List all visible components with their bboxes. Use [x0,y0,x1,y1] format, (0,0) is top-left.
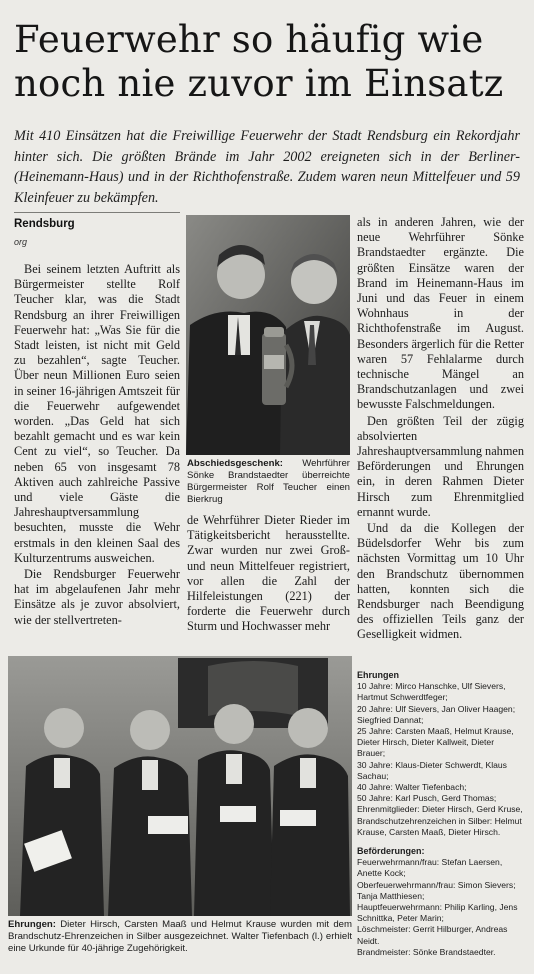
promotions-item: Brandmeister: Sönke Brandstaedter. [357,946,496,957]
honors-item: 10 Jahre: Mirco Hanschke, Ulf Sievers, Hartmut Schwerdtfeger; [357,681,506,703]
headline [14,18,524,106]
article-column-1 [14,262,180,628]
lead-paragraph: Mit 410 Einsätzen hat die Freiwillige Feuerwehr der Stadt Rendsburg ein Rekordjahr hinter sich. Die größten Brände im Jahr 2002 ereigneten sich in der Berliner- (Heinemann-Haus) und in der Richthofenstraße. Zudem waren neun Mittelfeuer und 59 Kleinfeuer zu bekämpfen. [14,128,520,206]
honors-item: 20 Jahre: Ulf Sievers, Jan Oliver Haagen; Siegfried Dannat; [357,703,516,725]
promotions-item: Löschmeister: Gerrit Hilburger, Andreas Neidt. [357,924,508,946]
paragraph: als in anderen Jahren, wie der neue Wehrführer Sönke Brandstaedter ergänzte. Die größten Einsätze waren der Brand im Heinemann-Haus im Juni und das Feuer in einem Wohnhaus in der Richthofenstraße im August. Besonders ärgerlich für die Retter waren 57 Fehlalarme durch technische Mängel an Brandschutzanlagen und zwei bewusste Falschmeldungen. [357,215,524,412]
column-rule [14,212,180,213]
honors-item: 30 Jahre: Klaus-Dieter Schwerdt, Klaus Sachau; [357,759,507,781]
caption-label: Abschiedsgeschenk: [187,458,283,469]
honors-item: 50 Jahre: Karl Pusch, Gerd Thomas; [357,793,497,804]
photo-image [186,215,350,455]
honors-list [357,668,524,958]
headline-line-1: Feuerwehr so häufig wie [14,18,484,61]
promotions-item: Tanja Matthiesen; [357,890,425,901]
photo-caption-1 [187,458,350,506]
honors-title: Ehrungen [357,670,399,680]
promotions-title: Beförderungen: [357,846,425,857]
honors-item: 25 Jahre: Carsten Maaß, Helmut Krause, Dieter Hirsch, Dieter Kallweit, Dieter Brauer; [357,726,514,759]
honors-item: Ehrenmitglieder: Dieter Hirsch, Gerd Kruse, [357,804,523,815]
photo-caption-2 [8,919,352,955]
caption-text: Dieter Hirsch, Carsten Maaß und Helmut Krause wurden mit dem Brandschutz-Ehrenzeichen in Silber ausgezeichnet. Walter Tiefenbach (l.) erhielt eine Urkunde für 40-jährige Zugehörigkeit. [8,919,352,954]
paragraph: Den größten Teil der zügig absolvierten Jahreshauptversammlung nahmen Beförderungen und Ehrungen ein, in deren Rahmen Dieter Hirsch zum Ehrenmitglied ernannt wurde. [357,413,524,519]
article-column-2 [187,513,350,635]
caption-label: Ehrungen: [8,919,56,930]
paragraph: de Wehrführer Dieter Rieder im Tätigkeitsbericht herausstellte. Zwar wurden nur zwei Groß- und neun Mittelfeuer registriert, vor allen die Zahl der Hilfeleistungen (221) der forderte die Feuerwehr durch Sturm und Hochwasser mehr [187,513,350,634]
promotions-item: Feuerwehrmann/frau: Stefan Laersen, Anette Kock; [357,857,503,879]
promotions-item: Oberfeuerwehrmann/frau: Simon Sievers; [357,879,516,890]
photo-honors [8,656,352,916]
paragraph: Und da die Kollegen der Büdelsdorfer Wehr bis zum nächsten Vormittag um 10 Uhr den Brandschutz übernommen hatten, konnten sich die Rendsburger nach Beendigung des offiziellen Teils ganz der Geselligkeit widmen. [357,521,524,642]
photo-farewell-gift [186,215,350,455]
caption-text: Wehrführer Sönke Brandstaedter überreichte Bürgermeister Rolf Teucher einen Bierkrug [187,458,350,505]
department-label: Rendsburg [14,218,75,230]
paragraph: Die Rendsburger Feuerwehr hat im abgelaufenen Jahr mehr Einsätze als je zuvor absolviert, wie der stellvertreten- [14,567,180,627]
promotions-item: Hauptfeuerwehrmann: Philip Karling, Jens Schnittka, Peter Marin; [357,902,518,924]
byline: org [14,237,28,247]
article-column-3 [357,215,524,643]
honors-item: Brandschutzehrenzeichen in Silber: Helmut Krause, Carsten Maaß, Dieter Hirsch. [357,815,522,837]
photo-image [8,656,352,916]
paragraph: Bei seinem letzten Auftritt als Bürgermeister stellte Rolf Teucher klar, was die Stadt Rendsburg an ihrer Freiwilligen Feuerwehr hat: „Was Sie für die Stadt leisten, ist nicht mit Geld zu bezahlen“, sagte Teucher. Über neun Millionen Euro seien in seiner 16-jährigen Amtszeit für die Feuerwehr aufgewendet worden. „Das Geld hat sich bezahlt gemacht und es war kein Cent zu viel“, so Teucher. Da neben 65 von insgesamt 78 Aktiven auch zahlreiche Passive und viele Gäste die Jahreshauptversammlung besuchten, musste die Wehr erstmals in den kleinen Saal des Kulturzentrums ausweichen. [14,262,180,565]
honors-item: 40 Jahre: Walter Tiefenbach; [357,782,467,793]
headline-line-2: noch nie zuvor im Einsatz [14,62,504,105]
